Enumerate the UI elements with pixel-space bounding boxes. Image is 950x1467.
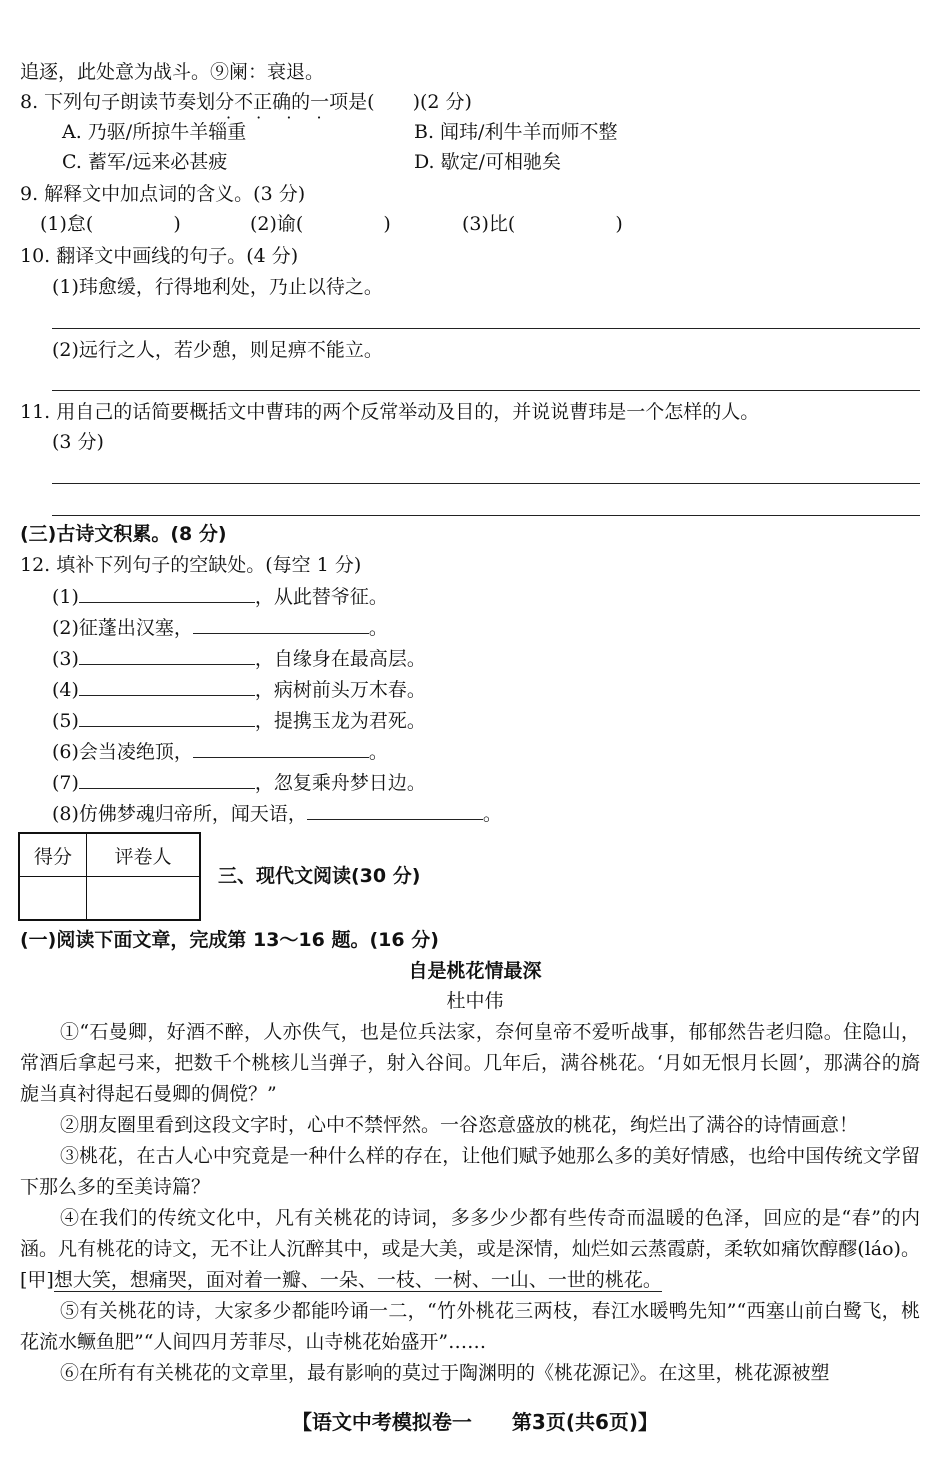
fill-item: (3) ，自缘身在最高层。: [52, 648, 426, 670]
q8-option-b: B. 闻玮/利牛羊而师不整: [414, 121, 618, 143]
grader-cell[interactable]: [87, 877, 201, 921]
q10-stem: 10. 翻译文中画线的句子。(4 分): [20, 245, 299, 267]
answer-line[interactable]: [52, 390, 920, 391]
fill-blank[interactable]: [79, 646, 255, 665]
answer-line[interactable]: [52, 515, 920, 516]
answer-line[interactable]: [52, 483, 920, 484]
fill-item: (5) ，提携玉龙为君死。: [52, 710, 426, 732]
q11-score: (3 分): [52, 431, 104, 453]
q8-option-d: D. 歇定/可相驰矣: [414, 151, 562, 173]
q9-item-2: (2)谕( ): [250, 213, 391, 235]
paragraph-3: ③桃花，在古人心中究竟是一种什么样的存在，让他们赋予她那么多的美好情感，也给中国传统文学留下那么多的至美诗篇？: [20, 1145, 920, 1198]
fill-item: (2)征蓬出汉塞， 。: [52, 617, 388, 639]
answer-line[interactable]: [52, 328, 920, 329]
mark-jia: [甲]: [20, 1269, 54, 1291]
q8-option-c: C. 蓄军/远来必甚疲: [62, 151, 228, 173]
top-note: 追逐，此处意为战斗。⑨阑：衰退。: [20, 61, 325, 83]
paragraph-1: ①“石曼卿，好酒不醉，人亦佚气，也是位兵法家，奈何皇帝不爱听战事，郁郁然告老归隐。住隐山，常酒后拿起弓来，把数千个桃核儿当弹子，射入谷间。几年后，满谷桃花。‘月如无恨月长圆’，那满谷的旖旎当真衬得起石曼卿的倜傥？”: [20, 1021, 920, 1105]
q9-item-1: (1)怠( ): [40, 213, 181, 235]
part-title: 三、现代文阅读(30 分): [218, 865, 421, 887]
fill-blank[interactable]: [79, 677, 255, 696]
reading-title: (一)阅读下面文章，完成第 13～16 题。(16 分): [20, 929, 439, 951]
page-footer: 【语文中考模拟卷一 第3页(共6页)】: [291, 1410, 659, 1434]
fill-blank[interactable]: [79, 584, 255, 603]
q10-sentence-1: (1)玮愈缓，行得地利处，乃止以待之。: [52, 276, 383, 298]
underlined-sentence: 想大笑，想痛哭，面对着一瓣、一朵、一枝、一树、一山、一世的桃花。: [53, 1269, 662, 1291]
section-title: (三)古诗文积累。(8 分): [20, 523, 227, 545]
fill-item: (7) ，忽复乘舟梦日边。: [52, 772, 426, 794]
score-cell[interactable]: [19, 877, 87, 921]
q10-sentence-2: (2)远行之人，若少憩，则足痹不能立。: [52, 339, 383, 361]
q12-stem: 12. 填补下列句子的空缺处。(每空 1 分): [20, 554, 362, 576]
fill-item: (6)会当凌绝顶， 。: [52, 741, 388, 763]
fill-blank[interactable]: [307, 801, 483, 820]
paragraph-4: ④在我们的传统文化中，凡有关桃花的诗词，多多少少都有些传奇而温暖的色泽，回应的是“春”的内涵。凡有桃花的诗文，无不让人沉醉其中，或是大美，或是深情，灿烂如云蒸霞蔚，柔软如痛饮醇醪(láo)。[甲]想大笑，想痛哭，面对着一瓣、一朵、一枝、一树、一山、一世的桃花。: [20, 1207, 920, 1291]
q8-stem: 8. 下列句子朗读节奏划分不正确的一项是( )(2 分): [20, 91, 472, 113]
article-author: 杜中伟: [446, 990, 504, 1012]
fill-item: (8)仿佛梦魂归帝所，闻天语， 。: [52, 803, 502, 825]
fill-item: (1) ，从此替爷征。: [52, 586, 388, 608]
paragraph-2: ②朋友圈里看到这段文字时，心中不禁怦然。一谷恣意盛放的桃花，绚烂出了满谷的诗情画意！: [60, 1114, 859, 1136]
emphasis-dots: · · · ·: [226, 108, 332, 127]
paragraph-6: ⑥在所有有关桃花的文章里，最有影响的莫过于陶渊明的《桃花源记》。在这里，桃花源被塑: [60, 1362, 830, 1384]
fill-blank[interactable]: [79, 708, 255, 727]
q9-stem: 9. 解释文中加点词的含义。(3 分): [20, 183, 306, 205]
grader-header: 评卷人: [87, 833, 201, 877]
article-title: 自是桃花情最深: [408, 960, 542, 982]
fill-blank[interactable]: [193, 739, 369, 758]
q9-item-3: (3)比( ): [462, 213, 623, 235]
paragraph-5: ⑤有关桃花的诗，大家多少都能吟诵一二，“竹外桃花三两枝，春江水暖鸭先知”“西塞山前白鹭飞，桃花流水鳜鱼肥”“人间四月芳菲尽，山寺桃花始盛开”……: [20, 1300, 920, 1353]
fill-blank[interactable]: [79, 770, 255, 789]
score-header: 得分: [19, 833, 87, 877]
score-table: [18, 832, 201, 921]
q8-option-a: A. 乃驱/所掠牛羊辎重: [62, 121, 247, 143]
fill-item: (4) ，病树前头万木春。: [52, 679, 426, 701]
q11-stem: 11. 用自己的话简要概括文中曹玮的两个反常举动及目的，并说说曹玮是一个怎样的人。: [20, 401, 760, 423]
fill-blank[interactable]: [193, 615, 369, 634]
